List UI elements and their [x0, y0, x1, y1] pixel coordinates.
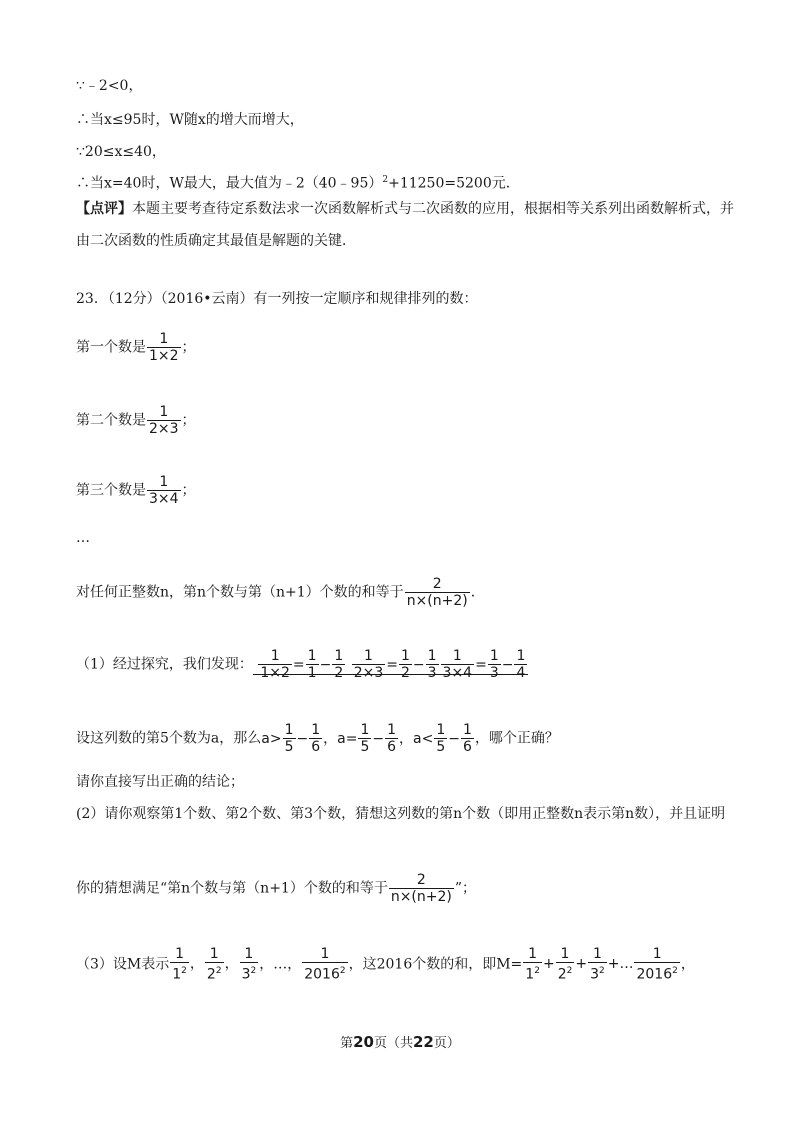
solution-line-4-text: ∴当x=40时，W最大，最大值为﹣2（40﹣95） — [76, 175, 383, 192]
page-footer — [0, 1032, 800, 1051]
p1-frac-e: $\frac{1}{2}$ — [400, 648, 410, 681]
solution-line-3: ∵20≤x≤40， — [76, 144, 166, 160]
first-fraction — [147, 331, 181, 364]
first-label: 第一个数是 — [76, 339, 146, 356]
solution-line-4-exponent: 2 — [382, 175, 389, 185]
rule-fraction-numerator: 2 — [432, 576, 442, 592]
footer-total-pages: 22 — [413, 1033, 434, 1051]
q23-rule — [76, 576, 485, 609]
q23-heading: 23．（12分）（2016•云南）有一列按一定顺序和规律排列的数： — [76, 291, 478, 307]
p1-frac-b: $\frac{1}{1}$ — [307, 648, 317, 681]
q23-part1-question — [76, 722, 559, 755]
option-b: a= $\frac{1}{5}$ − $\frac{1}{6}$ ， — [337, 722, 414, 755]
q23-part2b — [76, 872, 476, 905]
footer-pre: 第 — [340, 1036, 354, 1051]
footer-post: 页） — [433, 1036, 460, 1051]
part3-mid: ，这2016个数的和，即M= — [348, 956, 523, 973]
part2b-end: ”； — [454, 880, 477, 897]
p1-frac-f: $\frac{1}{3}$ — [427, 648, 437, 681]
first-fraction-numerator: 1 — [159, 331, 169, 347]
comment-line-2: 由二次函数的性质确定其最值是解题的关键． — [76, 233, 356, 249]
q23-second-number — [76, 404, 196, 437]
rule-text: 对任何正整数n，第n个数与第（n+1）个数的和等于 — [76, 584, 404, 601]
p1-frac-h: $\frac{1}{3}$ — [489, 648, 499, 681]
solution-line-4 — [76, 170, 520, 194]
second-fraction — [147, 404, 181, 437]
p1-frac-i: $\frac{1}{4}$ — [516, 648, 526, 681]
second-label: 第二个数是 — [76, 412, 146, 429]
solution-line-4-result: +11250=5200元． — [388, 175, 520, 192]
part1-question-end: ，哪个正确？ — [474, 730, 559, 747]
rule-end: ． — [470, 584, 485, 601]
footer-page-number: 20 — [353, 1033, 374, 1051]
comment-tag: 【点评】 — [76, 201, 132, 217]
rule-fraction-denominator: n×(n+2) — [406, 593, 468, 609]
rule-fraction — [405, 576, 470, 609]
third-fraction — [147, 474, 181, 507]
third-label: 第三个数是 — [76, 482, 146, 499]
first-semicolon: ； — [181, 339, 196, 356]
second-semicolon: ； — [181, 412, 196, 429]
solution-line-1: ∵﹣2<0， — [76, 78, 143, 94]
q23-part3 — [76, 946, 695, 983]
q23-first-number — [76, 331, 196, 364]
part2b-fraction: $\frac{2}{n\times(n+2)}$ — [390, 872, 452, 905]
q23-part1 — [76, 648, 528, 681]
part1-question-text: 设这列数的第5个数为a，那么 — [76, 730, 262, 747]
part1-identities: $\frac{1}{1\times 2}$ = $\frac{1}{1}$ − $\frac{1}{2}$ $\frac{1}{2\times 3}$ = $\frac{1}{2}$ − $\frac{1}{3}$ $\frac{1}{3\times 4}$ = $\frac{1}{3}$ − $\frac{1}{4}$ — [253, 657, 528, 675]
p1-frac-c: $\frac{1}{2}$ — [334, 648, 344, 681]
part3-ellipsis: ，…， — [259, 956, 302, 973]
footer-mid: 页（共 — [373, 1036, 413, 1051]
q23-part1-ask: 请你直接写出正确的结论； — [76, 774, 244, 790]
part3-label: （3）设M表示 — [76, 956, 170, 973]
part3-sum: $\frac{1}{1^2}$ + $\frac{1}{2^2}$ + $\frac{1}{3^2}$ +… $\frac{1}{2016^2}$ — [525, 946, 678, 983]
part3-end: ， — [680, 956, 695, 973]
comment-line-1 — [76, 199, 734, 219]
q23-part2: (2）请你观察第1个数、第2个数、第3个数，猜想这列数的第n个数（即用正整数n表示第n数），并且证明 — [76, 806, 726, 822]
comment-text-1: 本题主要考查待定系数法求一次函数解析式与二次函数的应用，根据相等关系列出函数解析式，并 — [132, 201, 734, 217]
part2b-text: 你的猜想满足“第n个数与第（n+1）个数的和等于 — [76, 880, 388, 897]
part3-last-term: $\frac{1}{2016^2}$ — [304, 946, 346, 983]
part1-label: （1）经过探究，我们发现： — [76, 656, 253, 673]
second-fraction-numerator: 1 — [159, 404, 169, 420]
solution-line-2: ∴当x≤95时，W随x的增大而增大， — [76, 112, 304, 128]
first-fraction-denominator: 1×2 — [149, 348, 179, 364]
ellipsis: … — [76, 530, 90, 546]
part3-list: $\frac{1}{1^2}$ ， $\frac{1}{2^2}$ ， $\frac{1}{3^2}$ — [172, 946, 257, 983]
p1-frac-d: $\frac{1}{2\times 3}$ — [353, 648, 384, 681]
p1-frac-a: $\frac{1}{1\times 2}$ — [260, 648, 290, 681]
third-semicolon: ； — [181, 482, 196, 499]
option-c: a< $\frac{1}{5}$ − $\frac{1}{6}$ — [413, 722, 472, 755]
third-fraction-numerator: 1 — [159, 474, 169, 490]
second-fraction-denominator: 2×3 — [149, 421, 179, 437]
q23-third-number — [76, 474, 196, 507]
option-a: a> $\frac{1}{5}$ − $\frac{1}{6}$ ， — [261, 722, 338, 755]
third-fraction-denominator: 3×4 — [149, 491, 179, 507]
p1-frac-g: $\frac{1}{3\times 4}$ — [442, 648, 473, 681]
